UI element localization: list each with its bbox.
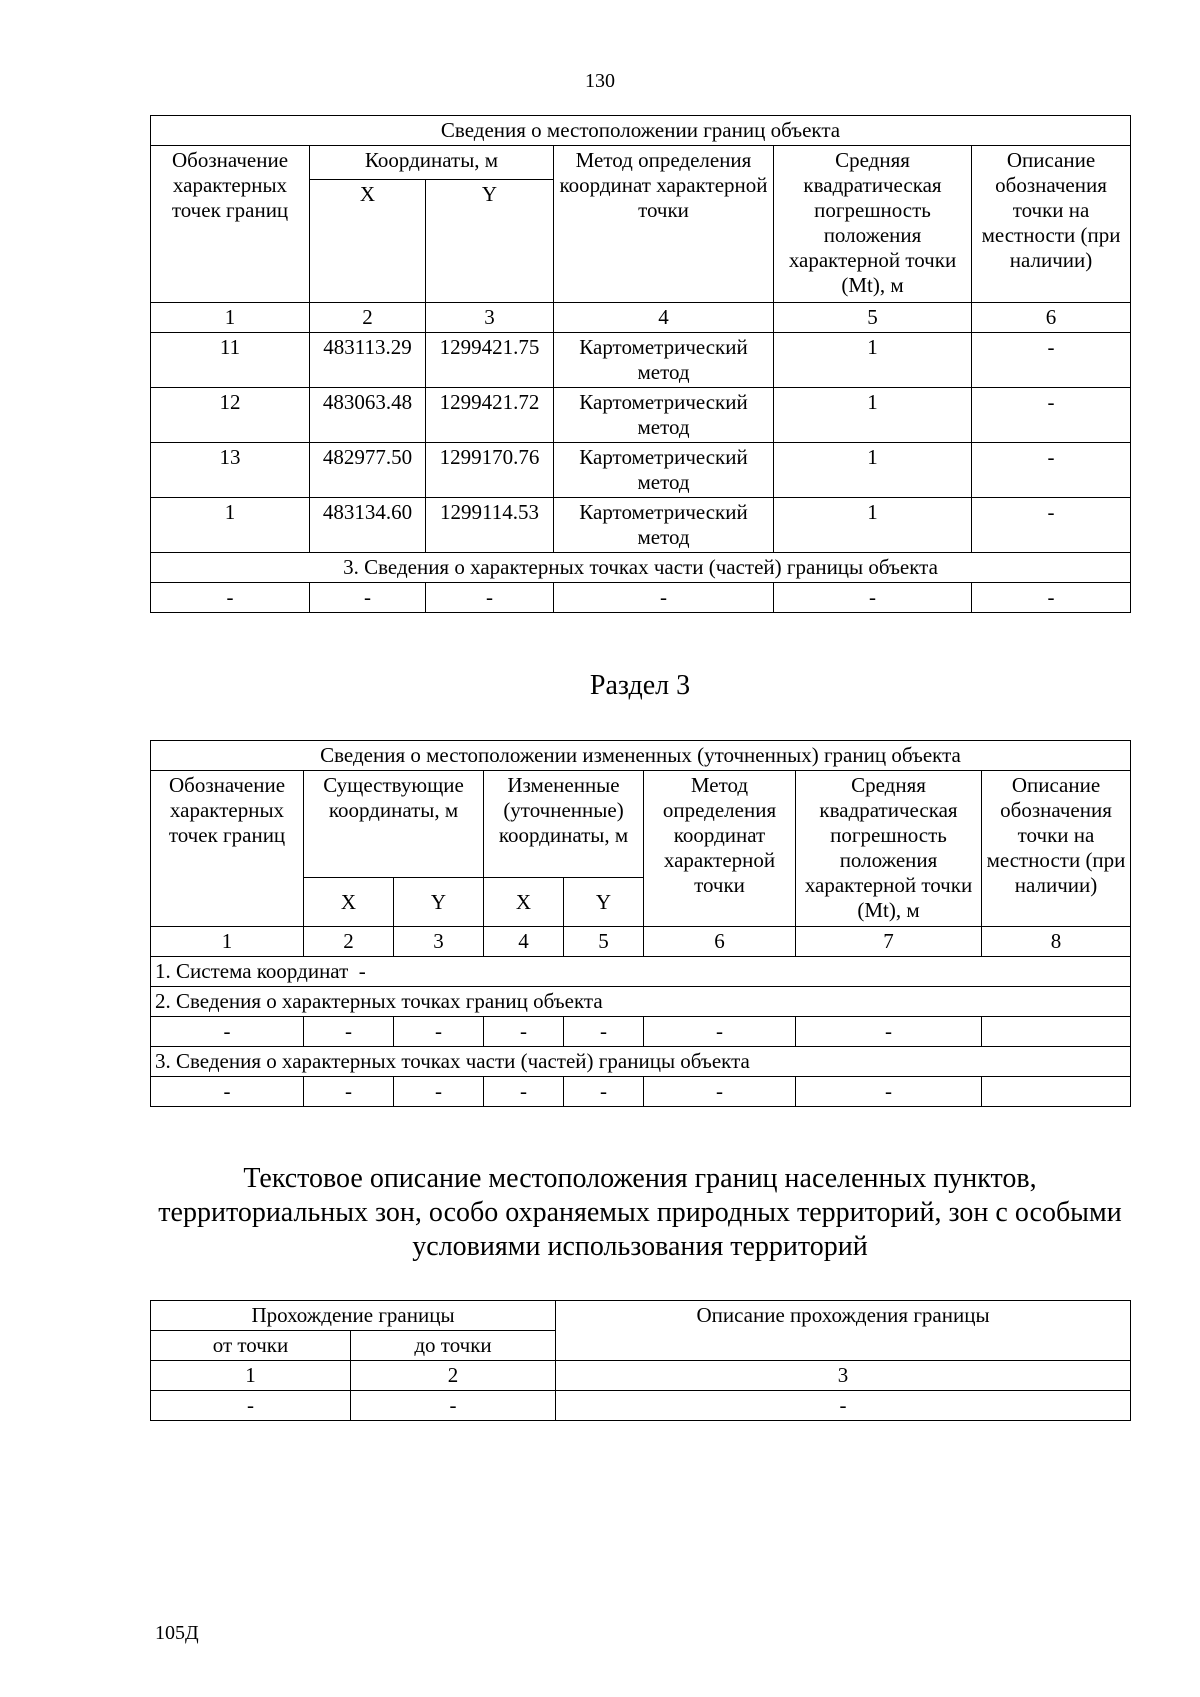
empty-cell: - <box>151 583 310 613</box>
col-number: 1 <box>151 1361 351 1391</box>
table-row <box>151 1391 1131 1421</box>
method: Картометрический метод <box>554 333 774 388</box>
error: 1 <box>774 333 972 388</box>
empty-cell: - <box>484 1077 564 1107</box>
col-number: 1 <box>151 303 310 333</box>
col-number: 3 <box>394 927 484 957</box>
coordinate-system-label: 1. Система координат - <box>151 957 1131 987</box>
col-number: 6 <box>644 927 796 957</box>
col-number: 2 <box>351 1361 556 1391</box>
empty-cell: - <box>310 583 426 613</box>
point-id: 11 <box>151 333 310 388</box>
col-number: 1 <box>151 927 304 957</box>
header-passage: Прохождение границы <box>151 1301 556 1331</box>
header-y: Y <box>426 180 554 303</box>
header-method: Метод определения координат характерной точки <box>644 771 796 927</box>
description: - <box>972 388 1131 443</box>
description: - <box>972 498 1131 553</box>
empty-cell: - <box>556 1391 1131 1421</box>
empty-cell: - <box>644 1077 796 1107</box>
method: Картометрический метод <box>554 443 774 498</box>
empty-cell: - <box>151 1077 304 1107</box>
table-row <box>151 443 1131 498</box>
column-numbers-row <box>151 303 1131 333</box>
page-number: 130 <box>585 70 615 92</box>
empty-cell: - <box>151 1391 351 1421</box>
method: Картометрический метод <box>554 498 774 553</box>
coord-x: 483113.29 <box>310 333 426 388</box>
coord-x: 483134.60 <box>310 498 426 553</box>
table-row <box>151 1017 1131 1047</box>
empty-cell: - <box>394 1077 484 1107</box>
table-row <box>151 388 1131 443</box>
header-y: Y <box>564 878 644 927</box>
table-title: Сведения о местоположении измененных (уточненных) границ объекта <box>151 741 1131 771</box>
empty-cell: - <box>151 1017 304 1047</box>
col-number: 4 <box>484 927 564 957</box>
table-row <box>151 583 1131 613</box>
point-id: 1 <box>151 498 310 553</box>
table-row <box>151 333 1131 388</box>
empty-cell: - <box>796 1077 982 1107</box>
empty-cell: - <box>554 583 774 613</box>
header-error: Средняя квадратическая погрешность положения характерной точки (Mt), м <box>774 146 972 303</box>
col-number: 3 <box>556 1361 1131 1391</box>
header-x: X <box>484 878 564 927</box>
error: 1 <box>774 443 972 498</box>
description: - <box>972 443 1131 498</box>
error: 1 <box>774 498 972 553</box>
header-existing: Существующие координаты, м <box>304 771 484 878</box>
coord-y: 1299114.53 <box>426 498 554 553</box>
column-numbers-row <box>151 1361 1131 1391</box>
header-to: до точки <box>351 1331 556 1361</box>
table-row <box>151 498 1131 553</box>
point-id: 12 <box>151 388 310 443</box>
empty-cell <box>982 1077 1131 1107</box>
empty-cell: - <box>426 583 554 613</box>
error: 1 <box>774 388 972 443</box>
column-numbers-row <box>151 927 1131 957</box>
boundary-description-table <box>150 1300 1131 1421</box>
changed-boundary-table <box>150 740 1131 1107</box>
empty-cell: - <box>972 583 1131 613</box>
coord-x: 483063.48 <box>310 388 426 443</box>
coord-x: 482977.50 <box>310 443 426 498</box>
header-point: Обозначение характерных точек границ <box>151 146 310 303</box>
coord-y: 1299170.76 <box>426 443 554 498</box>
header-description: Описание обозначения точки на местности (при наличии) <box>972 146 1131 303</box>
header-coords: Координаты, м <box>310 146 554 180</box>
table-title: Сведения о местоположении границ объекта <box>151 116 1131 146</box>
col-number: 4 <box>554 303 774 333</box>
empty-cell <box>982 1017 1131 1047</box>
section3-label: 3. Сведения о характерных точках части (частей) границы объекта <box>151 1047 1131 1077</box>
col-number: 8 <box>982 927 1131 957</box>
empty-cell: - <box>351 1391 556 1421</box>
col-number: 5 <box>774 303 972 333</box>
document-code: 105Д <box>155 1622 199 1644</box>
empty-cell: - <box>564 1017 644 1047</box>
col-number: 6 <box>972 303 1131 333</box>
section2-label: 2. Сведения о характерных точках границ объекта <box>151 987 1131 1017</box>
empty-cell: - <box>484 1017 564 1047</box>
empty-cell: - <box>644 1017 796 1047</box>
header-description: Описание обозначения точки на местности (при наличии) <box>982 771 1131 927</box>
col-number: 2 <box>310 303 426 333</box>
header-description: Описание прохождения границы <box>556 1301 1131 1361</box>
section3-label: 3. Сведения о характерных точках части (частей) границы объекта <box>151 553 1131 583</box>
text-description-heading: Текстовое описание местоположения границ населенных пунктов, территориальных зон, особо охраняемых природных территорий, зон с особыми условиями использования территорий <box>158 1163 1122 1262</box>
col-number: 3 <box>426 303 554 333</box>
section-title: Раздел 3 <box>589 670 691 701</box>
header-method: Метод определения координат характерной точки <box>554 146 774 303</box>
empty-cell: - <box>304 1077 394 1107</box>
header-x: X <box>304 878 394 927</box>
description: - <box>972 333 1131 388</box>
table-row <box>151 1077 1131 1107</box>
empty-cell: - <box>796 1017 982 1047</box>
coord-y: 1299421.75 <box>426 333 554 388</box>
boundary-table <box>150 115 1131 613</box>
col-number: 7 <box>796 927 982 957</box>
col-number: 2 <box>304 927 394 957</box>
point-id: 13 <box>151 443 310 498</box>
header-changed: Измененные (уточненные) координаты, м <box>484 771 644 878</box>
header-error: Средняя квадратическая погрешность положения характерной точки (Mt), м <box>796 771 982 927</box>
header-x: X <box>310 180 426 303</box>
empty-cell: - <box>774 583 972 613</box>
header-from: от точки <box>151 1331 351 1361</box>
method: Картометрический метод <box>554 388 774 443</box>
col-number: 5 <box>564 927 644 957</box>
header-point: Обозначение характерных точек границ <box>151 771 304 927</box>
coord-y: 1299421.72 <box>426 388 554 443</box>
empty-cell: - <box>564 1077 644 1107</box>
empty-cell: - <box>394 1017 484 1047</box>
empty-cell: - <box>304 1017 394 1047</box>
header-y: Y <box>394 878 484 927</box>
